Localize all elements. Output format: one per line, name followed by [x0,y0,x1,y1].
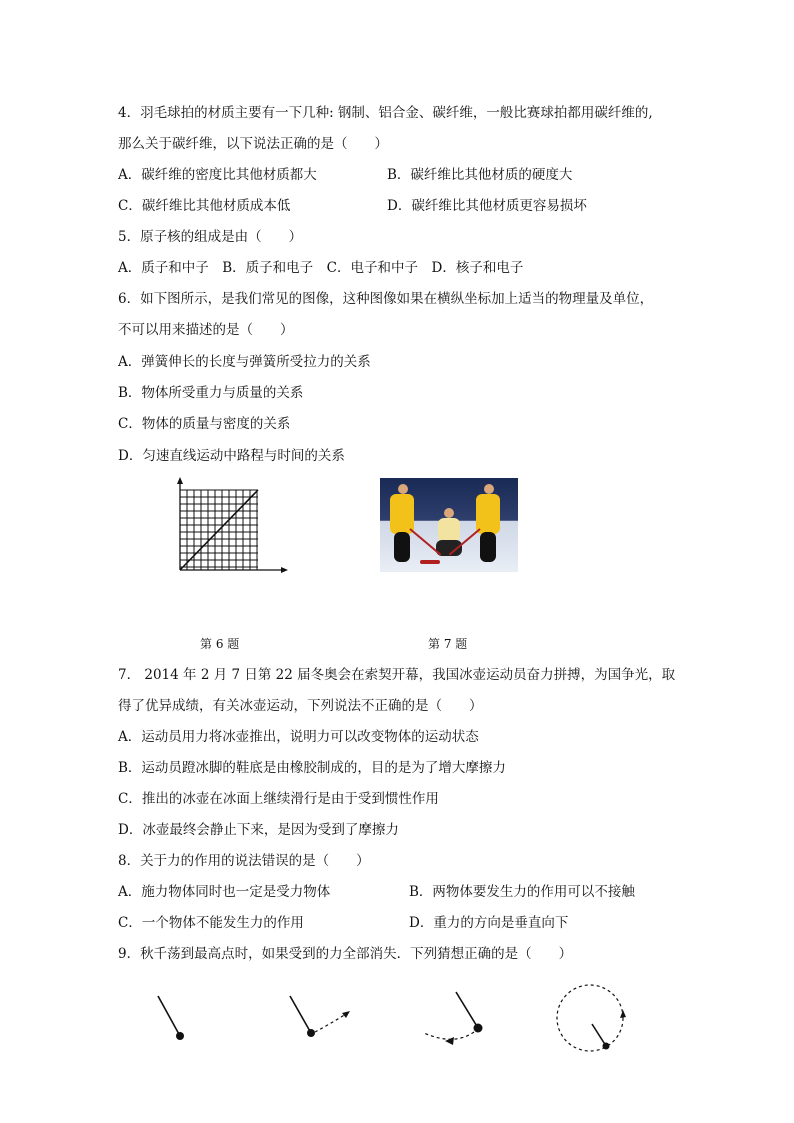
q6-option-a: A．弹簧伸长的长度与弹簧所受拉力的关系 [118,354,371,370]
q9-stem: 9．秋千荡到最高点时，如果受到的力全部消失．下列猜想正确的是（ ） [118,946,573,962]
q6-option-d: D．匀速直线运动中路程与时间的关系 [118,448,345,464]
q8-option-d: D．重力的方向是垂直向下 [409,915,569,931]
q9-b-swing-ball [307,1029,315,1037]
q7-option-a: A．运动员用力将冰壶推出，说明力可以改变物体的运动状态 [118,729,479,745]
q8-stem: 8．关于力的作用的说法错误的是（ ） [118,853,370,869]
q9-b-arrow-icon [342,1011,350,1018]
q9-diagram-a [150,992,200,1047]
q7-stem-line1: 7． 2014 年 2 月 7 日第 22 届冬奥会在索契开幕，我国冰壶运动员奋力拼搏，为国争光，取 [118,667,676,683]
q5-stem: 5．原子核的组成是由（ ） [118,229,303,245]
q8-option-a: A．施力物体同时也一定是受力物体 [118,884,331,900]
fig7-caption: 第 7 题 [428,637,468,651]
fig6-caption: 第 6 题 [200,637,240,651]
q4-option-c: C．碳纤维比其他材质成本低 [118,198,291,214]
q9-diagram-c [418,988,498,1053]
q8-option-c: C．一个物体不能发生力的作用 [118,915,304,931]
q7-option-d: D．冰壶最终会静止下来，是因为受到了摩擦力 [118,822,399,838]
q9-c-swing-ball [474,1024,483,1033]
q9-d-arrow-icon [620,1010,626,1018]
q7-option-c: C．推出的冰壶在冰面上继续滑行是由于受到惯性作用 [118,791,439,807]
q9-d-swing-ball [603,1043,610,1050]
q6-option-c: C．物体的质量与密度的关系 [118,416,291,432]
q7-option-b: B．运动员蹬冰脚的鞋底是由橡胶制成的，目的是为了增大摩擦力 [118,760,506,776]
fig6-x-arrow [281,567,288,573]
q6-stem-line2: 不可以用来描述的是（ ） [118,322,294,338]
fig6-diagonal-line [180,490,258,570]
curler-center [438,518,460,542]
q6-stem-line1: 6．如下图所示，是我们常见的图像，这种图像如果在横纵坐标加上适当的物理量及单位， [118,291,654,307]
q5-options: A．质子和中子 B．质子和电子 C．电子和中子 D．核子和电子 [118,260,524,276]
q9-c-dashed-path [424,1032,474,1039]
fig6-y-arrow [177,477,183,484]
q4-option-b: B．碳纤维比其他材质的硬度大 [387,167,573,183]
q9-diagram-d [552,984,632,1056]
q4-stem-line2: 那么关于碳纤维，以下说法正确的是（ ） [118,136,388,152]
q9-b-dashed-path [315,1014,346,1032]
q4-stem-line1: 4．羽毛球拍的材质主要有一下几种: 钢制、铝合金、碳纤维，一般比赛球拍都用碳纤维的, [118,105,653,121]
q9-diagram-b [282,992,362,1047]
q9-d-dashed-circle [557,985,623,1051]
q4-option-d: D．碳纤维比其他材质更容易损坏 [387,198,587,214]
curling-stone-red [420,560,440,564]
q4-option-a: A．碳纤维的密度比其他材质都大 [118,167,317,183]
fig6-grid-graph [172,476,290,578]
fig7-curling-photo [380,478,518,572]
q6-option-b: B．物体所受重力与质量的关系 [118,385,304,401]
q9-c-arrow-icon [445,1037,454,1045]
q8-option-b: B．两物体要发生力的作用可以不接触 [409,884,635,900]
q9-a-swing-ball [176,1032,184,1040]
q7-stem-line2: 得了优异成绩，有关冰壶运动，下列说法不正确的是（ ） [118,698,483,714]
